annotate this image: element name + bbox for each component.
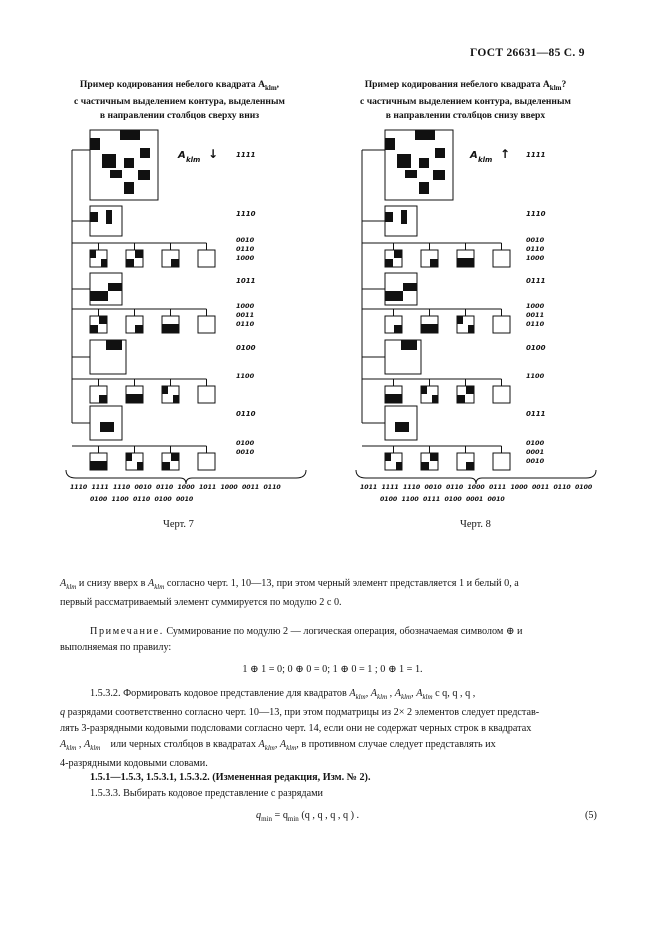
fig8-bottom-code-1-9: 0110 xyxy=(553,484,571,491)
fig8-root-black-cell-0 xyxy=(385,138,395,150)
fig8-root-black-cell-7 xyxy=(419,182,429,194)
fig8-title: Пример кодирования небелого квадрата $A_{klm}$? с частичным выделением контура, выделенным в направлении столбцов снизу вверх xyxy=(338,78,593,123)
fig7-leaf-code-1-1: 0011 xyxy=(236,311,255,319)
fig8-root-black-cell-5 xyxy=(405,170,417,178)
fig8-leaf-square-0-3 xyxy=(493,250,510,267)
fig7-node-0-black-cell-1 xyxy=(106,210,112,224)
fig7-bottom-code-2-0: 0100 xyxy=(90,496,108,503)
fig8-leaf-1-2-black-0 xyxy=(457,316,463,324)
fig7-leaf-0-0-black-1 xyxy=(101,259,107,267)
fig8-bottom-code-1-2: 1110 xyxy=(403,484,421,491)
fig8-leaf-code-1-1: 0011 xyxy=(526,311,545,319)
fig8-node-code-1: 0111 xyxy=(526,277,546,285)
fig7-leaf-square-0-3 xyxy=(198,250,215,267)
formula-5 xyxy=(256,808,359,827)
fig7-leaf-code-1-0: 1000 xyxy=(236,302,255,310)
fig7-title-line-3: в направлении столбцов сверху вниз xyxy=(99,109,260,121)
fig8-leaf-square-2-3 xyxy=(493,386,510,403)
fig8-symbol-sub: klm xyxy=(478,156,493,164)
edit-note: 1.5.1—1.5.3, 1.5.3.1, 1.5.3.2. (Измененная редакция, Изм. № 2). xyxy=(90,772,371,783)
paragraph-1 xyxy=(60,576,605,611)
fig7-leaf-0-2-black-0 xyxy=(171,259,179,267)
fig8-node-code-0: 1110 xyxy=(526,210,546,218)
fig8-node-1-black-cell-0 xyxy=(385,291,403,301)
fig7-leaf-square-2-3 xyxy=(198,386,215,403)
fig7-leaf-2-0-black-0 xyxy=(99,395,107,403)
fig7-leaf-square-3-3 xyxy=(198,453,215,470)
fig7-root-black-cell-7 xyxy=(124,182,134,194)
fig7-bottom-code-1-7: 1000 xyxy=(220,484,238,491)
paragraph-3: 1.5.3.3. Выбирать кодовое представление с разрядами xyxy=(90,788,323,799)
fig8-bottom-code-2-1: 1100 xyxy=(401,496,419,503)
p2-part-d: разрядами соответственно согласно черт. 10—13, при этом подматрицы из 2× 2 элементов следует представ- xyxy=(65,707,540,719)
fig8-title-line-3: в направлении столбцов снизу вверх xyxy=(385,109,546,121)
fig7-root-code: 1111 xyxy=(236,151,256,159)
fig7-leaf-3-2-black-0 xyxy=(171,453,179,461)
fig7-leaf-3-2-black-1 xyxy=(162,462,170,470)
fig8-root-code: 1111 xyxy=(526,151,546,159)
formula5-sub-1: min xyxy=(261,815,272,824)
fig8-leaf-2-2-black-0 xyxy=(466,386,474,394)
fig8-bottom-code-1-8: 0011 xyxy=(532,484,550,491)
fig7-root-black-cell-5 xyxy=(110,170,122,178)
fig7-symbol: A xyxy=(178,150,186,161)
fig7-caption: Черт. 7 xyxy=(163,519,194,530)
fig8-leaf-3-0-black-0 xyxy=(385,453,391,461)
fig8-leaf-code-3-2: 0010 xyxy=(526,457,545,465)
page-header: ГОСТ 26631—85 С. 9 xyxy=(470,47,585,59)
fig7-bottom-code-1-4: 0110 xyxy=(156,484,174,491)
fig8-leaf-code-1-2: 0110 xyxy=(526,320,545,328)
fig8-leaf-1-1-black-0 xyxy=(421,324,438,333)
fig7-bottom-code-1-9: 0110 xyxy=(263,484,281,491)
fig7-node-code-0: 1110 xyxy=(236,210,256,218)
fig7-leaf-1-0-black-1 xyxy=(90,325,98,333)
fig8-leaf-0-0-black-0 xyxy=(394,250,402,258)
fig8-title-sub: klm xyxy=(549,83,562,92)
fig7-root-black-cell-3 xyxy=(124,158,134,168)
fig7-bottom-code-2-1: 1100 xyxy=(111,496,129,503)
fig7-node-1-black-cell-0 xyxy=(90,291,108,301)
fig7-bottom-code-1-6: 1011 xyxy=(199,484,217,491)
fig7-bottom-brace xyxy=(66,470,306,484)
fig8-bottom-code-1-6: 0111 xyxy=(489,484,507,491)
fig7-leaf-2-2-black-1 xyxy=(173,395,179,403)
fig8-bottom-brace xyxy=(356,470,596,484)
fig8-leaf-2-0-black-0 xyxy=(385,394,402,403)
p1-part-a: и снизу вверх в xyxy=(76,578,148,589)
fig8-root-black-cell-1 xyxy=(415,130,435,140)
fig8-leaf-0-1-black-0 xyxy=(430,259,438,267)
fig7-leaf-2-1-black-0 xyxy=(126,394,143,403)
fig8-bottom-code-1-1: 1111 xyxy=(381,484,399,491)
fig7-leaf-code-3-1: 0010 xyxy=(236,448,255,456)
fig7-root-black-cell-6 xyxy=(138,170,150,180)
fig8-bottom-code-1-0: 1011 xyxy=(360,484,378,491)
fig8-symbol: A xyxy=(470,150,478,161)
fig8-node-code-3: 0111 xyxy=(526,410,546,418)
fig7-root-black-cell-2 xyxy=(102,154,116,168)
p1-part-c: первый рассматриваемый элемент суммируется по модулю 2 с 0. xyxy=(60,597,342,609)
fig8-leaf-2-2-black-1 xyxy=(457,395,465,403)
fig7-leaf-code-0-2: 1000 xyxy=(236,254,255,262)
fig7-title-sub: klm xyxy=(265,83,277,92)
note-part-a: Суммирование по модулю 2 — логическая операция, обозначаемая символом ⊕ и xyxy=(163,626,523,637)
fig7-leaf-1-0-black-0 xyxy=(99,316,107,324)
fig8-leaf-code-1-0: 1000 xyxy=(526,302,545,310)
fig8-root-black-cell-4 xyxy=(435,148,445,158)
p2-part-e: лять 3-разрядными кодовыми подсловами согласно черт. 14, если они не содержат черных строк в квадратах xyxy=(60,723,532,735)
fig8-leaf-square-3-3 xyxy=(493,453,510,470)
fig7-title: Пример кодирования небелого квадрата $A_{klm}$, с частичным выделением контура, выделенным в направлении столбцов сверху вниз xyxy=(52,78,307,123)
fig8-root-black-cell-3 xyxy=(419,158,429,168)
fig7-node-code-3: 0110 xyxy=(236,410,256,418)
formula5-eq: = q xyxy=(271,810,288,821)
fig8-bottom-code-2-4: 0001 xyxy=(466,496,484,503)
fig7-leaf-1-1-black-0 xyxy=(135,325,143,333)
p1-symbol-2-sub: klm xyxy=(154,583,165,592)
formula5-sub-2: min xyxy=(287,815,299,824)
fig8-bottom-code-2-3: 0100 xyxy=(444,496,462,503)
fig7-bottom-code-2-3: 0100 xyxy=(154,496,172,503)
fig7-leaf-3-1-black-0 xyxy=(126,453,132,461)
fig8-bottom-code-1-7: 1000 xyxy=(510,484,528,491)
fig8-leaf-3-2-black-0 xyxy=(466,462,474,470)
fig8-leaf-code-2-0: 1100 xyxy=(526,372,545,380)
fig7-leaf-0-1-black-1 xyxy=(126,259,134,267)
fig8-node-0-black-cell-0 xyxy=(385,212,393,222)
paragraph-2: 1.5.3.2. Формировать кодовое представление для квадратов $A_{klm}$, $A_{klm}$ , $A_{klm}$, $A_{klm}$ с q, q , q , q разрядами соответственно согласно черт. 10—13, при этом подматрицы из 2× 2 элементов следует представ- лять 3-разрядными кодовыми подсловами согласно черт. 14, если они не содержат черных строк в квадратах $A_{klm}$ , $A_{klm}$ или черных столбцов в квадратах $A_{klm}$, $A_{klm}$, в противном случае следует представлять их 4-разрядными кодовыми словами. xyxy=(60,686,608,772)
fig7-node-1-black-cell-1 xyxy=(108,283,122,291)
fig7-bottom-code-1-2: 1110 xyxy=(113,484,131,491)
fig8-node-code-2: 0100 xyxy=(526,344,546,352)
p2-part-b: с q xyxy=(435,688,448,699)
fig8-bottom-code-1-4: 0110 xyxy=(446,484,464,491)
fig7-root-black-cell-4 xyxy=(140,148,150,158)
fig8-leaf-code-0-0: 0010 xyxy=(526,236,545,244)
p2-part-c: q xyxy=(60,707,66,719)
fig7-leaf-0-0-black-0 xyxy=(90,250,96,258)
note-part-b: выполняемая по правилу: xyxy=(60,642,172,653)
formula5-tail: (q , q , q , q ) . xyxy=(298,810,360,821)
fig8-leaf-2-1-black-1 xyxy=(432,395,438,403)
fig7-leaf-code-0-0: 0010 xyxy=(236,236,255,244)
fig7-bottom-code-2-2: 0110 xyxy=(133,496,151,503)
fig7-node-3-black-cell-0 xyxy=(100,422,114,432)
p1-symbol-1-sub: klm xyxy=(66,583,77,592)
fig8-leaf-code-3-0: 0100 xyxy=(526,439,545,447)
fig7-node-2-black-cell-0 xyxy=(106,340,122,350)
p2-part-f: или черных столбцов в квадратах xyxy=(110,739,256,751)
fig7-leaf-2-2-black-0 xyxy=(162,386,168,394)
p2-part-g: , в противном случае следует представлять их xyxy=(296,739,496,751)
fig8-leaf-1-2-black-1 xyxy=(468,325,474,333)
note-block xyxy=(60,624,605,678)
fig7-leaf-square-1-3 xyxy=(198,316,215,333)
fig8-bottom-code-2-0: 0100 xyxy=(380,496,398,503)
p2-part-a: 1.5.3.2. Формировать кодовое представление для квадратов xyxy=(90,688,347,699)
fig8-title-line-1: Пример кодирования небелого квадрата A xyxy=(364,79,550,90)
fig7-leaf-3-1-black-1 xyxy=(137,462,143,470)
fig8-node-3-black-cell-0 xyxy=(395,422,409,432)
fig7-symbol-sub: klm xyxy=(186,156,201,164)
fig7-bottom-code-1-0: 1110 xyxy=(70,484,88,491)
fig8-leaf-code-0-2: 1000 xyxy=(526,254,545,262)
fig7-bottom-code-1-5: 1000 xyxy=(177,484,195,491)
fig8-bottom-code-2-5: 0010 xyxy=(487,496,505,503)
fig7-leaf-3-0-black-0 xyxy=(90,461,107,470)
fig8-node-2-black-cell-0 xyxy=(401,340,417,350)
fig8-caption: Черт. 8 xyxy=(460,519,491,530)
fig8-leaf-1-0-black-0 xyxy=(394,325,402,333)
fig7-leaf-code-1-2: 0110 xyxy=(236,320,255,328)
fig8-bottom-code-2-2: 0111 xyxy=(423,496,441,503)
fig8-leaf-3-1-black-0 xyxy=(430,453,438,461)
formula5-q: q xyxy=(256,810,262,821)
fig8-leaf-0-0-black-1 xyxy=(385,259,393,267)
fig8-leaf-2-1-black-0 xyxy=(421,386,427,394)
fig7-leaf-1-2-black-0 xyxy=(162,324,179,333)
fig7-leaf-0-1-black-0 xyxy=(135,250,143,258)
fig7-root-black-cell-1 xyxy=(120,130,140,140)
fig8-node-0-black-cell-1 xyxy=(401,210,407,224)
p1-symbol-1: A xyxy=(60,578,67,589)
fig8-leaf-3-0-black-1 xyxy=(396,462,402,470)
fig8-root-black-cell-2 xyxy=(397,154,411,168)
fig7-title-line-1: Пример кодирования небелого квадрата A xyxy=(79,79,265,90)
fig7-bottom-code-1-1: 1111 xyxy=(91,484,109,491)
fig8-node-1-black-cell-1 xyxy=(403,283,417,291)
fig7-title-line-2: с частичным выделением контура, выделенным xyxy=(74,95,285,107)
fig7-node-0-black-cell-0 xyxy=(90,212,98,222)
fig8-root-black-cell-6 xyxy=(433,170,445,180)
fig8-leaf-square-1-3 xyxy=(493,316,510,333)
fig7-leaf-code-3-0: 0100 xyxy=(236,439,255,447)
p1-part-b: согласно черт. 1, 10—13, при этом черный элемент представляется 1 и белый 0, а xyxy=(164,578,519,589)
fig8-leaf-code-0-1: 0110 xyxy=(526,245,545,253)
fig8-leaf-3-1-black-1 xyxy=(421,462,429,470)
fig8-bottom-code-1-3: 0010 xyxy=(424,484,442,491)
fig8-leaf-0-2-black-0 xyxy=(457,258,474,267)
fig8-bottom-code-1-10: 0100 xyxy=(575,484,593,491)
fig7-leaf-code-0-1: 0110 xyxy=(236,245,255,253)
fig7-bottom-code-2-4: 0010 xyxy=(176,496,194,503)
p1-symbol-2: A xyxy=(147,578,155,589)
fig7-leaf-code-2-0: 1100 xyxy=(236,372,255,380)
fig8-direction-arrow: ↑ xyxy=(500,147,511,161)
fig7-root-black-cell-0 xyxy=(90,138,100,150)
fig7-bottom-code-1-3: 0010 xyxy=(134,484,152,491)
p2-part-h: 4-разрядными кодовыми словами. xyxy=(60,758,208,770)
fig7-node-code-2: 0100 xyxy=(236,344,256,352)
fig8-bottom-code-1-5: 1000 xyxy=(467,484,485,491)
note-label: Примечание. xyxy=(90,626,164,637)
fig8-leaf-code-3-1: 0001 xyxy=(526,448,545,456)
formula-rule: 1 ⊕ 1 = 0; 0 ⊕ 0 = 0; 1 ⊕ 0 = 1 ; 0 ⊕ 1 = 1. xyxy=(242,664,423,675)
fig7-direction-arrow: ↓ xyxy=(208,147,219,161)
fig7-bottom-code-1-8: 0011 xyxy=(242,484,260,491)
fig8-title-line-2: с частичным выделением контура, выделенным xyxy=(360,95,571,107)
equation-number: (5) xyxy=(585,810,597,821)
fig7-node-code-1: 1011 xyxy=(236,277,256,285)
